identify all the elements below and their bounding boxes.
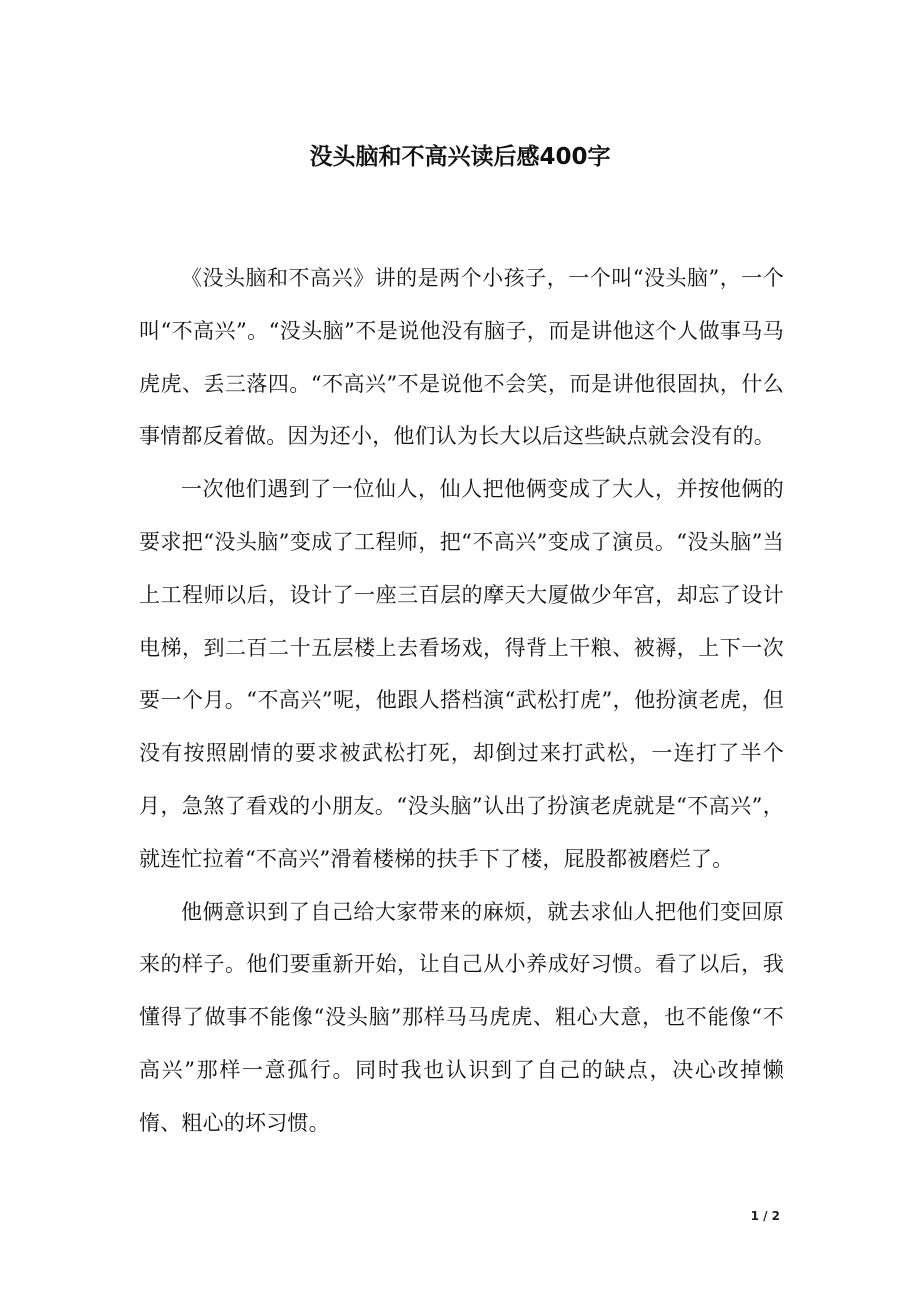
paragraph-2: 一次他们遇到了一位仙人，仙人把他俩变成了大人，并按他俩的要求把“没头脑”变成了工程师，把“不高兴”变成了演员。“没头脑”当上工程师以后，设计了一座三百层的摩天大厦做少年宫，却忘了设计电梯，到二百二十五层楼上去看场戏，得背上干粮、被褥，上下一次要一个月。“不高兴”呢，他跟人搭档演“武松打虎”，他扮演老虎，但没有按照剧情的要求被武松打死，却倒过来打武松，一连打了半个月，急煞了看戏的小朋友。“没头脑”认出了扮演老虎就是“不高兴”，就连忙拉着“不高兴”滑着楼梯的扶手下了楼，屁股都被磨烂了。 [139, 477, 784, 871]
paragraph-1: 《没头脑和不高兴》讲的是两个小孩子，一个叫“没头脑”，一个叫“不高兴”。“没头脑”不是说他没有脑子，而是讲他这个人做事马马虎虎、丢三落四。“不高兴”不是说他不会笑，而是讲他很固执，什么事情都反着做。因为还小，他们认为长大以后这些缺点就会没有的。 [139, 266, 784, 449]
document-body [139, 252, 784, 1150]
document-title: 没头脑和不高兴读后感400字 [309, 144, 611, 170]
paragraph-3: 他俩意识到了自己给大家带来的麻烦，就去求仙人把他们变回原来的样子。他们要重新开始，让自己从小养成好习惯。看了以后，我懂得了做事不能像“没头脑”那样马马虎虎、粗心大意，也不能像“不高兴”那样一意孤行。同时我也认识到了自己的缺点，决心改掉懒惰、粗心的坏习惯。 [139, 899, 784, 1135]
page-number: 1 / 2 [750, 1209, 780, 1223]
